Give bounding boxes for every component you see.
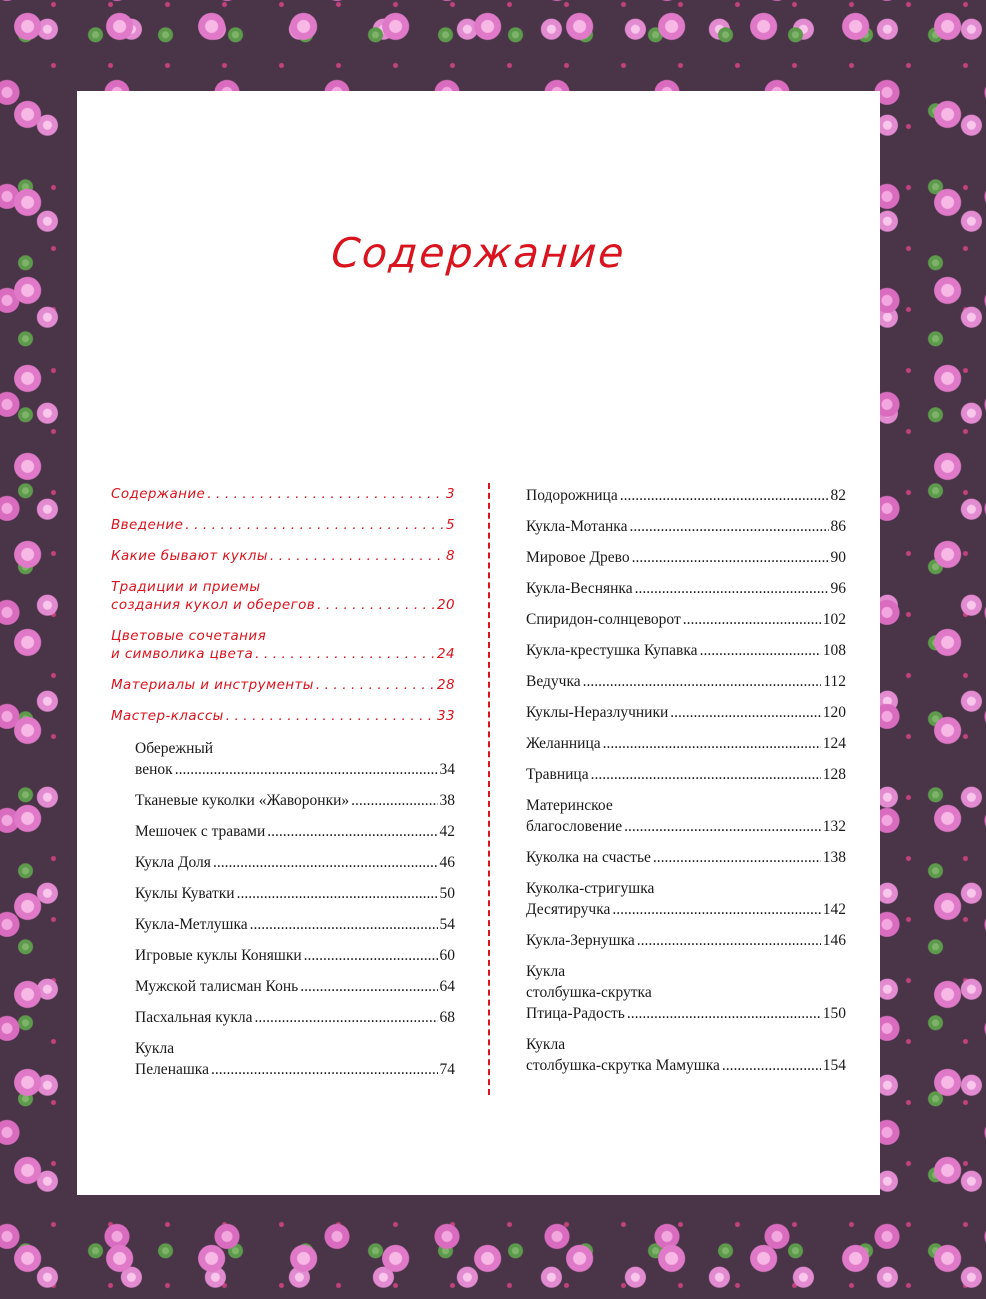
toc-page-number: 112 bbox=[823, 673, 846, 690]
toc-page-number: 24 bbox=[437, 646, 455, 662]
dot-leader bbox=[632, 547, 829, 568]
toc-page-number: 128 bbox=[822, 766, 846, 783]
toc-page-number: 142 bbox=[822, 901, 846, 918]
toc-entry-title: Травница bbox=[526, 766, 589, 783]
toc-page-number: 38 bbox=[439, 792, 455, 809]
toc-entry-title: Десятиручка bbox=[526, 901, 611, 918]
column-divider bbox=[488, 483, 490, 1095]
dot-leader bbox=[304, 945, 438, 966]
toc-entry-title: Материалы и инструменты bbox=[111, 677, 314, 693]
dot-leader bbox=[722, 1055, 821, 1076]
dot-leader bbox=[683, 609, 821, 630]
toc-entry-title: благословение bbox=[526, 818, 623, 835]
toc-page-number: 8 bbox=[446, 548, 455, 564]
toc-page-number: 154 bbox=[822, 1057, 846, 1074]
toc-entry-title: создания кукол и оберегов bbox=[111, 597, 316, 613]
dot-leader bbox=[255, 1007, 438, 1028]
toc-entry[interactable] bbox=[135, 945, 455, 966]
toc-page-number: 46 bbox=[439, 854, 455, 871]
dot-leader bbox=[629, 516, 828, 537]
page-title: Содержание bbox=[329, 229, 628, 277]
toc-entry[interactable] bbox=[526, 516, 846, 537]
dot-leader bbox=[255, 645, 435, 663]
toc-entry-title-line: Цветовые сочетания bbox=[111, 628, 267, 644]
dot-leader bbox=[207, 485, 444, 503]
toc-entry[interactable] bbox=[135, 790, 455, 811]
toc-entry-title-line: Традиции и приемы bbox=[111, 579, 261, 595]
toc-entry[interactable] bbox=[526, 1034, 846, 1076]
dot-leader bbox=[185, 516, 444, 534]
toc-section-entry[interactable] bbox=[111, 485, 455, 503]
toc-page-number: 64 bbox=[439, 978, 455, 995]
dot-leader bbox=[635, 578, 829, 599]
dot-leader bbox=[612, 899, 820, 920]
toc-page-number: 96 bbox=[830, 580, 846, 597]
toc-entry-title: Куклы Куватки bbox=[135, 885, 235, 902]
toc-left-column bbox=[111, 485, 455, 1090]
toc-entry-title: Пасхальная кукла bbox=[135, 1009, 253, 1026]
toc-entry-title: Куколка на счастье bbox=[526, 849, 651, 866]
toc-page-number: 3 bbox=[446, 486, 455, 502]
toc-page-number: 90 bbox=[830, 549, 846, 566]
toc-entry[interactable] bbox=[526, 847, 846, 868]
toc-section-entry[interactable] bbox=[111, 578, 455, 614]
toc-entry[interactable] bbox=[526, 609, 846, 630]
toc-entry-title: Ведучка bbox=[526, 673, 581, 690]
toc-entry-title-line: Материнское bbox=[526, 797, 613, 814]
toc-entry[interactable] bbox=[135, 821, 455, 842]
toc-entry-title: столбушка-скрутка Мамушка bbox=[526, 1057, 720, 1074]
dot-leader bbox=[237, 883, 438, 904]
toc-entry[interactable] bbox=[526, 961, 846, 1024]
toc-entry-title-line: Обережный bbox=[135, 740, 214, 757]
dot-leader bbox=[583, 671, 822, 692]
toc-entry-title: Кукла-Мотанка bbox=[526, 518, 628, 535]
dot-leader bbox=[603, 733, 821, 754]
toc-entry[interactable] bbox=[135, 852, 455, 873]
toc-section-entry[interactable] bbox=[111, 676, 455, 694]
toc-entry-title-line: Кукла bbox=[135, 1040, 175, 1057]
toc-entry[interactable] bbox=[526, 640, 846, 661]
toc-section-entry[interactable] bbox=[111, 547, 455, 565]
toc-entry-title: Тканевые куколки «Жаворонки» bbox=[135, 792, 350, 809]
toc-sections bbox=[111, 485, 455, 725]
dot-leader bbox=[270, 547, 444, 565]
toc-entry[interactable] bbox=[135, 738, 455, 780]
dot-leader bbox=[653, 847, 821, 868]
toc-entry[interactable] bbox=[135, 1007, 455, 1028]
dot-leader bbox=[620, 485, 829, 506]
dot-leader bbox=[351, 790, 437, 811]
toc-entry-title: Мастер-классы bbox=[111, 708, 224, 724]
toc-entry[interactable] bbox=[135, 914, 455, 935]
toc-entry[interactable] bbox=[135, 1038, 455, 1080]
toc-entry[interactable] bbox=[526, 485, 846, 506]
toc-page-number: 68 bbox=[439, 1009, 455, 1026]
toc-entry-title-line: Кукла bbox=[526, 963, 566, 980]
toc-entry-title: Введение bbox=[111, 517, 184, 533]
toc-entry-title: Пеленашка bbox=[135, 1061, 209, 1078]
toc-page-number: 146 bbox=[822, 932, 846, 949]
dot-leader bbox=[226, 707, 435, 725]
toc-entry-title: Подорожница bbox=[526, 487, 618, 504]
toc-entry-title: Мужской талисман Конь bbox=[135, 978, 299, 995]
toc-page-number: 50 bbox=[439, 885, 455, 902]
toc-right-column bbox=[526, 485, 846, 1086]
toc-entry-title: Мировое Древо bbox=[526, 549, 630, 566]
toc-entry-title: Кукла Доля bbox=[135, 854, 211, 871]
toc-entry[interactable] bbox=[526, 930, 846, 951]
toc-section-entry[interactable] bbox=[111, 627, 455, 663]
toc-entry-title: и символика цвета bbox=[111, 646, 254, 662]
dot-leader bbox=[637, 930, 821, 951]
toc-section-entry[interactable] bbox=[111, 516, 455, 534]
toc-entry[interactable] bbox=[526, 764, 846, 785]
toc-entry-title: Какие бывают куклы bbox=[111, 548, 268, 564]
toc-page-number: 150 bbox=[822, 1005, 846, 1022]
toc-entry-title: Игровые куклы Коняшки bbox=[135, 947, 302, 964]
toc-page-number: 42 bbox=[439, 823, 455, 840]
toc-entry-title: Кукла-Зернушка bbox=[526, 932, 635, 949]
toc-page-number: 60 bbox=[439, 947, 455, 964]
toc-entry[interactable] bbox=[526, 733, 846, 754]
toc-page-number: 124 bbox=[822, 735, 846, 752]
toc-entry-title: Мешочек с травами bbox=[135, 823, 266, 840]
dot-leader bbox=[316, 676, 435, 694]
toc-page-number: 5 bbox=[446, 517, 455, 533]
dot-leader bbox=[700, 640, 821, 661]
toc-page-number: 120 bbox=[822, 704, 846, 721]
dot-leader bbox=[317, 596, 435, 614]
dot-leader bbox=[250, 914, 438, 935]
toc-entry-title-line: столбушка-скрутка bbox=[526, 984, 652, 1001]
dot-leader bbox=[591, 764, 821, 785]
toc-page-number: 74 bbox=[439, 1061, 455, 1078]
toc-entry-title-line: Куколка-стригушка bbox=[526, 880, 655, 897]
toc-entry[interactable] bbox=[526, 547, 846, 568]
toc-entry-title: Желанница bbox=[526, 735, 601, 752]
toc-page-number: 108 bbox=[822, 642, 846, 659]
toc-entry[interactable] bbox=[135, 883, 455, 904]
toc-page-number: 33 bbox=[437, 708, 455, 724]
dot-leader bbox=[267, 821, 437, 842]
dot-leader bbox=[624, 816, 821, 837]
toc-page-number: 34 bbox=[439, 761, 455, 778]
toc-entry-title: Кукла-Веснянка bbox=[526, 580, 633, 597]
toc-page-number: 82 bbox=[830, 487, 846, 504]
toc-entry-title: венок bbox=[135, 761, 173, 778]
toc-entry-title: Птица-Радость bbox=[526, 1005, 625, 1022]
toc-entry[interactable] bbox=[526, 671, 846, 692]
toc-page-number: 138 bbox=[822, 849, 846, 866]
toc-entry[interactable] bbox=[135, 976, 455, 997]
toc-entry-title: Содержание bbox=[111, 486, 206, 502]
toc-page-number: 132 bbox=[822, 818, 846, 835]
dot-leader bbox=[670, 702, 820, 723]
dot-leader bbox=[211, 1059, 438, 1080]
dot-leader bbox=[627, 1003, 821, 1024]
dot-leader bbox=[213, 852, 438, 873]
toc-entry[interactable] bbox=[526, 795, 846, 837]
toc-entry[interactable] bbox=[526, 578, 846, 599]
toc-entry-title: Кукла-крестушка Купавка bbox=[526, 642, 698, 659]
toc-page-number: 54 bbox=[439, 916, 455, 933]
toc-entry-title: Кукла-Метлушка bbox=[135, 916, 248, 933]
toc-entry-title: Спиридон-солнцеворот bbox=[526, 611, 681, 628]
dot-leader bbox=[300, 976, 437, 997]
toc-page-number: 28 bbox=[437, 677, 455, 693]
toc-page-number: 102 bbox=[822, 611, 846, 628]
toc-page-number: 86 bbox=[830, 518, 846, 535]
contents-page bbox=[77, 91, 880, 1195]
toc-entry-title: Куклы-Неразлучники bbox=[526, 704, 669, 721]
toc-left-items bbox=[111, 738, 455, 1080]
toc-page-number: 20 bbox=[437, 597, 455, 613]
toc-entry[interactable] bbox=[526, 702, 846, 723]
dot-leader bbox=[175, 759, 438, 780]
toc-entry-title-line: Кукла bbox=[526, 1036, 566, 1053]
toc-entry[interactable] bbox=[526, 878, 846, 920]
toc-section-entry[interactable] bbox=[111, 707, 455, 725]
